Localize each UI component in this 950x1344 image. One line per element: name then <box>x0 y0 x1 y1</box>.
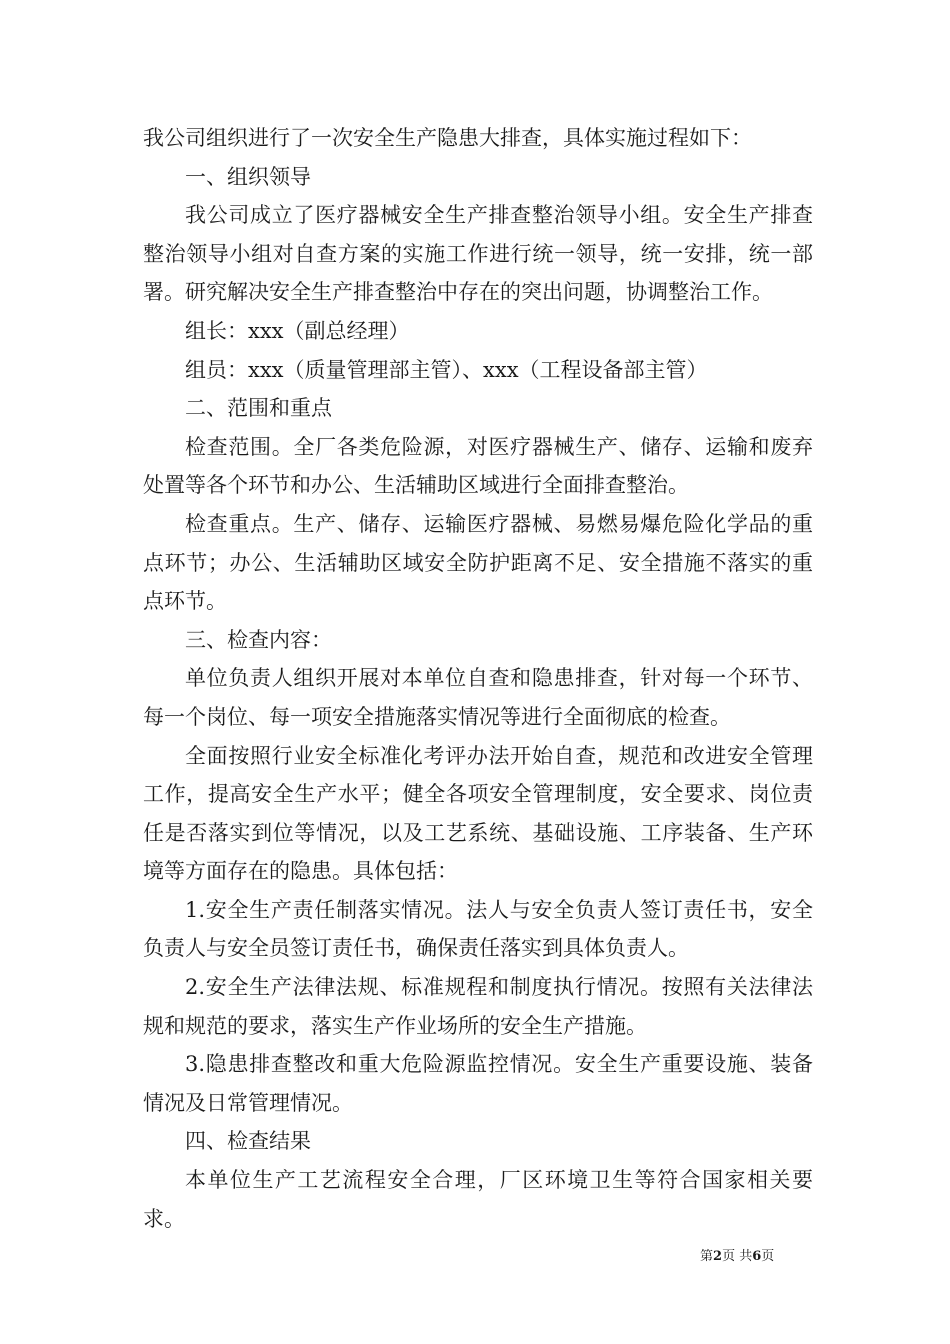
page-number-footer <box>700 1248 820 1266</box>
paragraph-self-check: 单位负责人组织开展对本单位自查和隐患排查，针对每一个环节、每一个岗位、每一项安全措施落实情况等进行全面彻底的检查。 <box>143 666 813 729</box>
footer-current-page: 2 <box>713 1249 723 1264</box>
list-item-3: 3.隐患排查整改和重大危险源监控情况。安全生产重要设施、装备情况及日常管理情况。 <box>143 1052 813 1115</box>
list-item-1: 1.安全生产责任制落实情况。法人与安全负责人签订责任书，安全负责人与安全员签订责任书，确保责任落实到具体负责人。 <box>143 897 813 961</box>
footer-middle: 页 共 <box>722 1249 753 1264</box>
footer-prefix: 第 <box>700 1249 714 1264</box>
paragraph-intro: 我公司组织进行了一次安全生产隐患大排查，具体实施过程如下： <box>143 126 752 150</box>
paragraph-leader: 组长：xxx（副总经理） <box>185 318 410 343</box>
heading-content: 三、检查内容： <box>185 627 332 652</box>
heading-organization: 一、组织领导 <box>185 164 311 189</box>
footer-suffix: 页 <box>761 1249 775 1264</box>
list-item-2: 2.安全生产法律法规、标准规程和制度执行情况。按照有关法律法规和规范的要求，落实生产作业场所的安全生产措施。 <box>143 975 813 1038</box>
paragraph-members: 组员：xxx（质量管理部主管）、xxx（工程设备部主管） <box>185 357 708 382</box>
paragraph-organization: 我公司成立了医疗器械安全生产排查整治领导小组。安全生产排查整治领导小组对自查方案的实施工作进行统一领导，统一安排，统一部署。研究解决安全生产排查整治中存在的突出问题，协调整治工作。 <box>143 203 813 305</box>
heading-results: 四、检查结果 <box>185 1129 311 1154</box>
paragraph-focus: 检查重点。生产、储存、运输医疗器械、易燃易爆危险化学品的重点环节；办公、生活辅助区域安全防护距离不足、安全措施不落实的重点环节。 <box>143 511 813 614</box>
document-body <box>143 119 813 1238</box>
paragraph-standards: 全面按照行业安全标准化考评办法开始自查，规范和改进安全管理工作，提高安全生产水平；健全各项安全管理制度，安全要求、岗位责任是否落实到位等情况，以及工艺系统、基础设施、工序装备、生产环境等方面存在的隐患。具体包括： <box>143 743 813 884</box>
footer-total-pages: 6 <box>752 1249 762 1264</box>
paragraph-results: 本单位生产工艺流程安全合理，厂区环境卫生等符合国家相关要求。 <box>143 1168 813 1231</box>
heading-scope: 二、范围和重点 <box>185 396 332 421</box>
paragraph-scope: 检查范围。全厂各类危险源，对医疗器械生产、储存、运输和废弃处置等各个环节和办公、生活辅助区域进行全面排查整治。 <box>143 434 813 498</box>
